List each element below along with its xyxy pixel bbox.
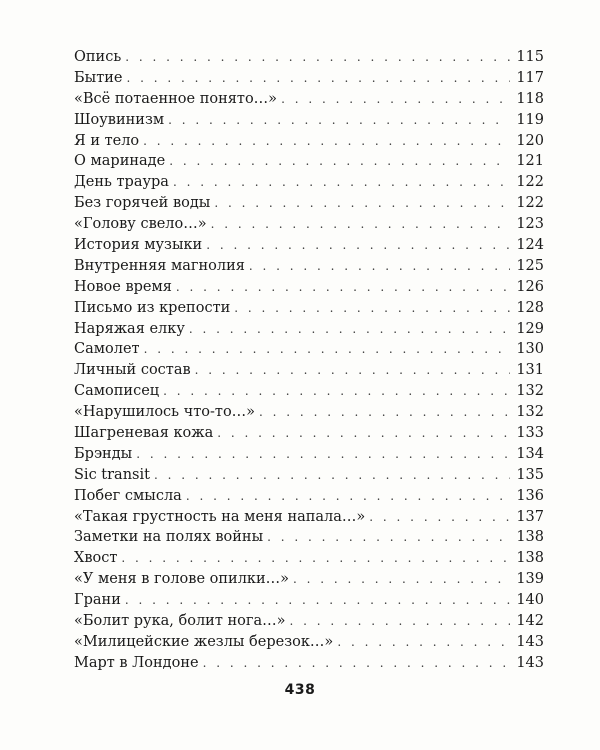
toc-entry: [74, 632, 544, 653]
toc-entry-title: «Милицейские жезлы березок…»: [74, 633, 334, 650]
toc-entry-page: 118: [516, 90, 544, 107]
toc-entry-page: 140: [516, 592, 544, 609]
toc-entry-page: 142: [516, 613, 544, 630]
dot-leader: [143, 131, 510, 152]
toc-entry: [74, 256, 544, 277]
toc-entry-page: 122: [516, 174, 544, 191]
toc-entry-page: 139: [516, 571, 544, 588]
dot-leader: [281, 89, 510, 110]
dot-leader: [211, 214, 510, 235]
toc-entry: [74, 235, 544, 256]
dot-leader: [289, 611, 510, 632]
toc-entry-title: Грани: [74, 592, 121, 609]
toc-entry: [74, 527, 544, 548]
dot-leader: [337, 632, 510, 653]
toc-entry: [74, 47, 544, 68]
toc-entry-page: 123: [516, 216, 544, 233]
toc-entry: [74, 151, 544, 172]
toc-entry-title: Личный состав: [74, 362, 191, 379]
toc-entry-page: 128: [516, 299, 544, 316]
toc-entry-page: 115: [516, 49, 544, 65]
dot-leader: [144, 339, 510, 360]
toc-entry: [74, 486, 544, 507]
toc-entry-page: 138: [516, 550, 544, 567]
toc-entry-page: 120: [516, 132, 544, 149]
dot-leader: [189, 319, 510, 340]
toc-entry-title: Самописец: [74, 383, 160, 400]
dot-leader: [126, 68, 510, 89]
toc-entry-page: 137: [516, 508, 544, 525]
toc-entry-page: 117: [516, 69, 544, 86]
toc-entry: [74, 319, 544, 340]
toc-entry-page: 125: [516, 257, 544, 274]
dot-leader: [186, 486, 510, 507]
dot-leader: [259, 402, 510, 423]
toc-entry-title: Самолет: [74, 341, 140, 358]
dot-leader: [203, 653, 510, 674]
toc-entry-title: Побег смысла: [74, 487, 182, 504]
toc-entry-title: Март в Лондоне: [74, 654, 199, 671]
toc-entry-title: Опись: [74, 49, 122, 65]
toc-entry: [74, 339, 544, 360]
toc-entry-title: Брэнды: [74, 445, 133, 462]
toc-entry-title: История музыки: [74, 237, 203, 254]
toc-entry-page: 129: [516, 320, 544, 337]
toc-entry: [74, 110, 544, 131]
toc-entry: [74, 89, 544, 110]
toc-entry-title: Новое время: [74, 278, 172, 295]
toc-entry-title: «Нарушилось что-то…»: [74, 404, 256, 421]
toc-entry: [74, 402, 544, 423]
dot-leader: [293, 569, 510, 590]
toc-entry-page: 130: [516, 341, 544, 358]
toc-entry-title: «Такая грустность на меня напала…»: [74, 508, 366, 525]
toc-entry-page: 135: [516, 466, 544, 483]
toc-entry-page: 136: [516, 487, 544, 504]
toc-entry: [74, 360, 544, 381]
dot-leader: [267, 527, 510, 548]
toc-entry-title: Заметки на полях войны: [74, 529, 264, 546]
dot-leader: [154, 465, 510, 486]
toc-entry: [74, 423, 544, 444]
toc-entry-page: 132: [516, 383, 544, 400]
dot-leader: [369, 507, 510, 528]
toc-entry: [74, 193, 544, 214]
toc-entry-title: «Болит рука, болит нога…»: [74, 613, 286, 630]
toc-entry-page: 134: [516, 445, 544, 462]
toc-entry-page: 138: [516, 529, 544, 546]
dot-leader: [168, 110, 510, 131]
toc-entry: [74, 653, 544, 674]
toc-entry-page: 131: [516, 362, 544, 379]
toc-entry-title: День траура: [74, 174, 169, 191]
toc-entry-page: 132: [516, 404, 544, 421]
toc-entry-title: Внутренняя магнолия: [74, 257, 245, 274]
dot-leader: [136, 444, 510, 465]
toc-entry: [74, 68, 544, 89]
toc-entry-title: «У меня в голове опилки…»: [74, 571, 290, 588]
table-of-contents: [74, 47, 544, 674]
dot-leader: [163, 381, 510, 402]
toc-entry: [74, 381, 544, 402]
toc-entry-page: 121: [516, 153, 544, 170]
toc-entry: [74, 569, 544, 590]
dot-leader: [217, 423, 510, 444]
toc-entry: [74, 548, 544, 569]
toc-entry-page: 122: [516, 195, 544, 212]
toc-entry-title: «Всё потаенное понято…»: [74, 90, 278, 107]
toc-entry: [74, 444, 544, 465]
toc-entry-title: Бытие: [74, 69, 123, 86]
toc-entry-title: Sic transit: [74, 466, 150, 483]
toc-entry: [74, 277, 544, 298]
dot-leader: [125, 590, 510, 611]
toc-entry-title: Письмо из крепости: [74, 299, 231, 316]
toc-entry-title: «Голову свело…»: [74, 216, 207, 233]
page-number: 438: [284, 682, 316, 698]
toc-entry-title: Хвост: [74, 550, 118, 567]
toc-entry: [74, 298, 544, 319]
toc-entry-page: 133: [516, 425, 544, 442]
toc-entry-page: 143: [516, 654, 544, 671]
dot-leader: [234, 298, 510, 319]
dot-leader: [206, 235, 510, 256]
toc-entry-title: Без горячей воды: [74, 195, 211, 212]
toc-entry-title: Наряжая елку: [74, 320, 185, 337]
toc-entry: [74, 214, 544, 235]
toc-entry-page: 124: [516, 237, 544, 254]
toc-entry-title: Шагреневая кожа: [74, 425, 214, 442]
toc-entry-page: 143: [516, 633, 544, 650]
dot-leader: [195, 360, 510, 381]
toc-entry: [74, 172, 544, 193]
dot-leader: [125, 47, 510, 68]
toc-entry: [74, 465, 544, 486]
dot-leader: [169, 151, 510, 172]
dot-leader: [173, 172, 510, 193]
dot-leader: [214, 193, 510, 214]
toc-entry-title: Я и тело: [74, 132, 140, 149]
toc-entry-page: 119: [516, 111, 544, 128]
toc-entry-title: О маринаде: [74, 153, 166, 170]
dot-leader: [176, 277, 510, 298]
dot-leader: [249, 256, 510, 277]
toc-entry: [74, 611, 544, 632]
toc-entry-title: Шоувинизм: [74, 111, 165, 128]
toc-entry: [74, 590, 544, 611]
toc-entry-page: 126: [516, 278, 544, 295]
toc-entry: [74, 507, 544, 528]
dot-leader: [121, 548, 510, 569]
toc-entry: [74, 131, 544, 152]
